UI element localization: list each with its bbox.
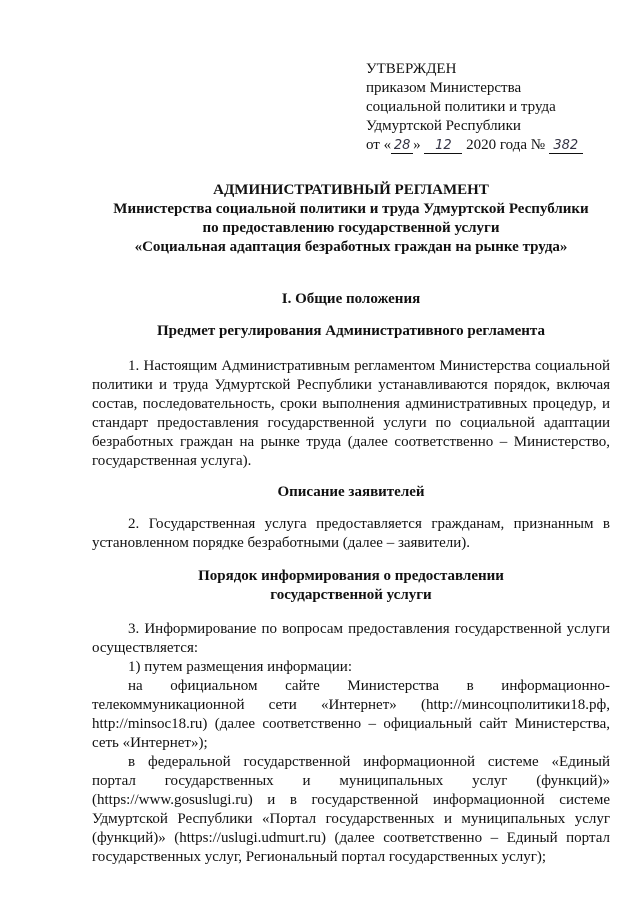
approval-line: Удмуртской Республики [366,118,521,134]
title-line: «Социальная адаптация безработных граждан на рынке труда» [134,239,568,255]
title-line: Министерства социальной политики и труда Удмуртской Республики [113,201,589,217]
title-line: по предоставлению государственной услуги [202,220,500,236]
approval-stamp [366,60,583,155]
approval-line: социальной политики и труда [366,99,556,115]
subject-heading: Предмет регулирования Административного регламента [157,323,545,339]
document-title [78,181,624,257]
approval-line: УТВЕРЖДЕН [366,61,457,77]
handwritten-number: 382 [549,138,583,154]
paragraph-3-group [92,620,610,867]
heading-line: государственной услуги [270,587,432,603]
title-line: АДМИНИСТРАТИВНЫЙ РЕГЛАМЕНТ [213,182,489,198]
list-item: 1) путем размещения информации: [128,659,353,675]
date-mid: » [413,137,421,153]
handwritten-month: 12 [424,138,462,154]
list-item: на официальном сайте Министерства в информационно-телекоммуникационной сети «Интернет» (http://минсоцполитики18.рф, http://minsoc18.ru) (далее соответственно – официальный сайт Министерства, сеть «Интернет»); [92,678,610,751]
approval-line: приказом Министерства [366,80,522,96]
date-prefix: от « [366,137,392,153]
paragraph-1: 1. Настоящим Административным регламентом Министерства социальной политики и труда Удмуртской Республики устанавливаются порядок, включая состав, последовательность, сроки выполнения административных процедур, и стандарт предоставления государственной услуги по социальной адаптации безработных граждан на рынке труда (далее соответственно – Министерство, государственная услуга). [92,358,610,469]
section-heading: I. Общие положения [281,291,421,307]
list-item: в федеральной государственной информационной системе «Единый портал государственных и муниципальных услуг (функций)» (https://www.gosuslugi.ru) и в государственной информационной системе Удмуртской Республики «Портал государственных и муниципальных услуг (функций)» (https://uslugi.udmurt.ru) (далее соответственно – Единый портал государственных услуг, Региональный портал государственных услуг); [92,754,610,865]
date-year: 2020 года № [466,137,546,153]
paragraph-3: 3. Информирование по вопросам предоставления государственной услуги осуществляется: [92,621,610,656]
informing-heading [92,567,610,605]
applicants-heading: Описание заявителей [277,484,425,500]
handwritten-day: 28 [391,138,413,154]
paragraph-2: 2. Государственная услуга предоставляется гражданам, признанным в установленном порядке безработными (далее – заявители). [92,516,610,551]
heading-line: Порядок информирования о предоставлении [198,568,504,584]
approval-date-line [366,136,583,155]
